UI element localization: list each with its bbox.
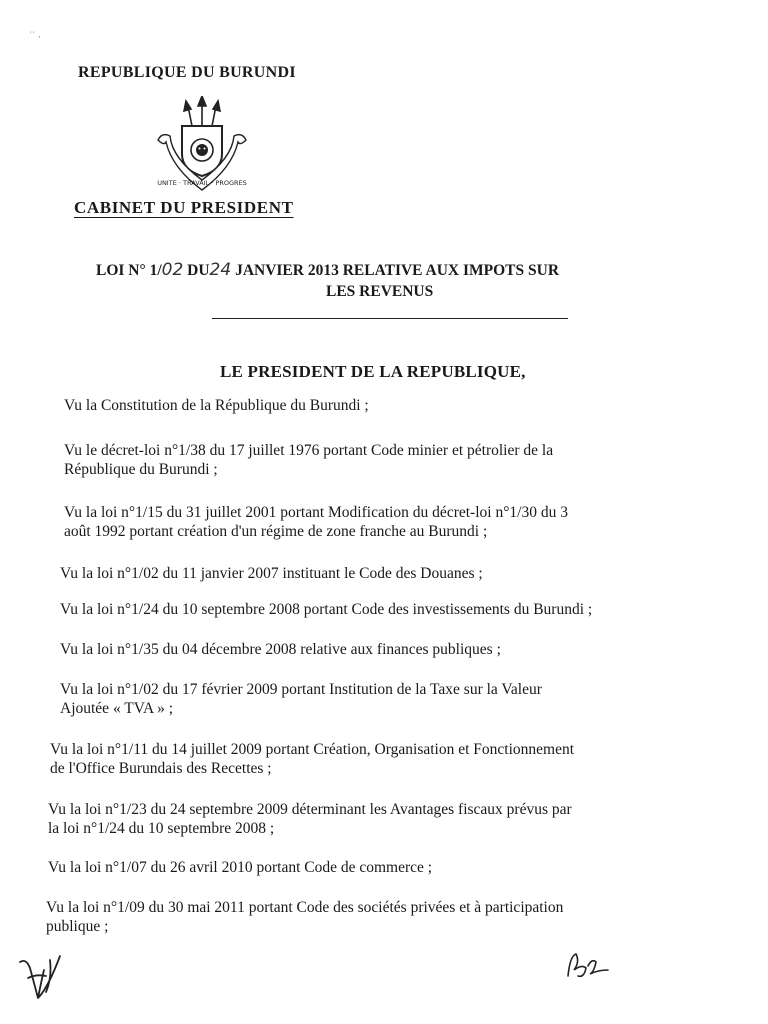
consideration-line: Ajoutée « TVA » ; — [60, 700, 174, 717]
handwritten-law-day: 24 — [209, 260, 232, 280]
handwritten-initial-left — [16, 948, 72, 1004]
consideration-item — [64, 503, 568, 541]
consideration-item — [48, 800, 572, 838]
law-title-du: DU — [187, 262, 210, 279]
president-heading: LE PRESIDENT DE LA REPUBLIQUE, — [220, 362, 526, 381]
consideration-line: République du Burundi ; — [64, 461, 218, 478]
consideration-line: Vu la loi n°1/02 du 17 février 2009 portant Institution de la Taxe sur la Valeur — [60, 681, 542, 698]
emblem-motto: UNITE · TRAVAIL · PROGRES — [157, 179, 247, 187]
consideration-item — [60, 600, 592, 619]
handwritten-law-number: 02 — [161, 260, 184, 280]
consideration-line: de l'Office Burundais des Recettes ; — [50, 760, 272, 777]
consideration-item — [48, 858, 432, 877]
cabinet-heading: CABINET DU PRESIDENT — [74, 198, 294, 217]
law-title-line1 — [96, 260, 559, 280]
republic-heading: REPUBLIQUE DU BURUNDI — [78, 64, 296, 81]
consideration-line: Vu la loi n°1/07 du 26 avril 2010 portant Code de commerce ; — [48, 859, 433, 876]
consideration-item — [60, 640, 501, 659]
consideration-item — [64, 441, 553, 479]
consideration-item — [60, 564, 483, 583]
consideration-line: Vu le décret-loi n°1/38 du 17 juillet 1976 portant Code minier et pétrolier de la — [64, 442, 554, 459]
consideration-line: Vu la loi n°1/35 du 04 décembre 2008 relative aux finances publiques ; — [60, 641, 501, 658]
law-title-prefix: LOI N° 1/ — [96, 262, 162, 279]
coat-of-arms-emblem — [152, 96, 252, 200]
consideration-line: publique ; — [46, 918, 109, 935]
consideration-line: Vu la loi n°1/11 du 14 juillet 2009 portant Création, Organisation et Fonctionnement — [50, 741, 575, 758]
consideration-item — [64, 396, 369, 415]
law-title-rest: JANVIER 2013 RELATIVE AUX IMPOTS SUR — [235, 262, 560, 279]
consideration-line: Vu la loi n°1/15 du 31 juillet 2001 portant Modification du décret-loi n°1/30 du 3 — [64, 504, 568, 521]
handwritten-signature-right — [562, 948, 614, 984]
consideration-item — [50, 740, 574, 778]
consideration-line: Vu la loi n°1/24 du 10 septembre 2008 portant Code des investissements du Burundi ; — [60, 601, 593, 618]
scan-mark: ʹʹ , — [30, 30, 42, 39]
consideration-line: la loi n°1/24 du 10 septembre 2008 ; — [48, 820, 275, 837]
consideration-line: Vu la loi n°1/09 du 30 mai 2011 portant Code des sociétés privées et à participation — [46, 899, 564, 916]
consideration-item — [60, 680, 542, 718]
consideration-line: Vu la loi n°1/23 du 24 septembre 2009 déterminant les Avantages fiscaux prévus par — [48, 801, 572, 818]
consideration-line: août 1992 portant création d'un régime de zone franche au Burundi ; — [64, 523, 488, 540]
title-divider — [212, 318, 568, 319]
consideration-item — [46, 898, 563, 936]
consideration-line: Vu la loi n°1/02 du 11 janvier 2007 instituant le Code des Douanes ; — [60, 565, 483, 582]
consideration-line: Vu la Constitution de la République du Burundi ; — [64, 397, 369, 414]
law-title-line2: LES REVENUS — [326, 283, 434, 300]
